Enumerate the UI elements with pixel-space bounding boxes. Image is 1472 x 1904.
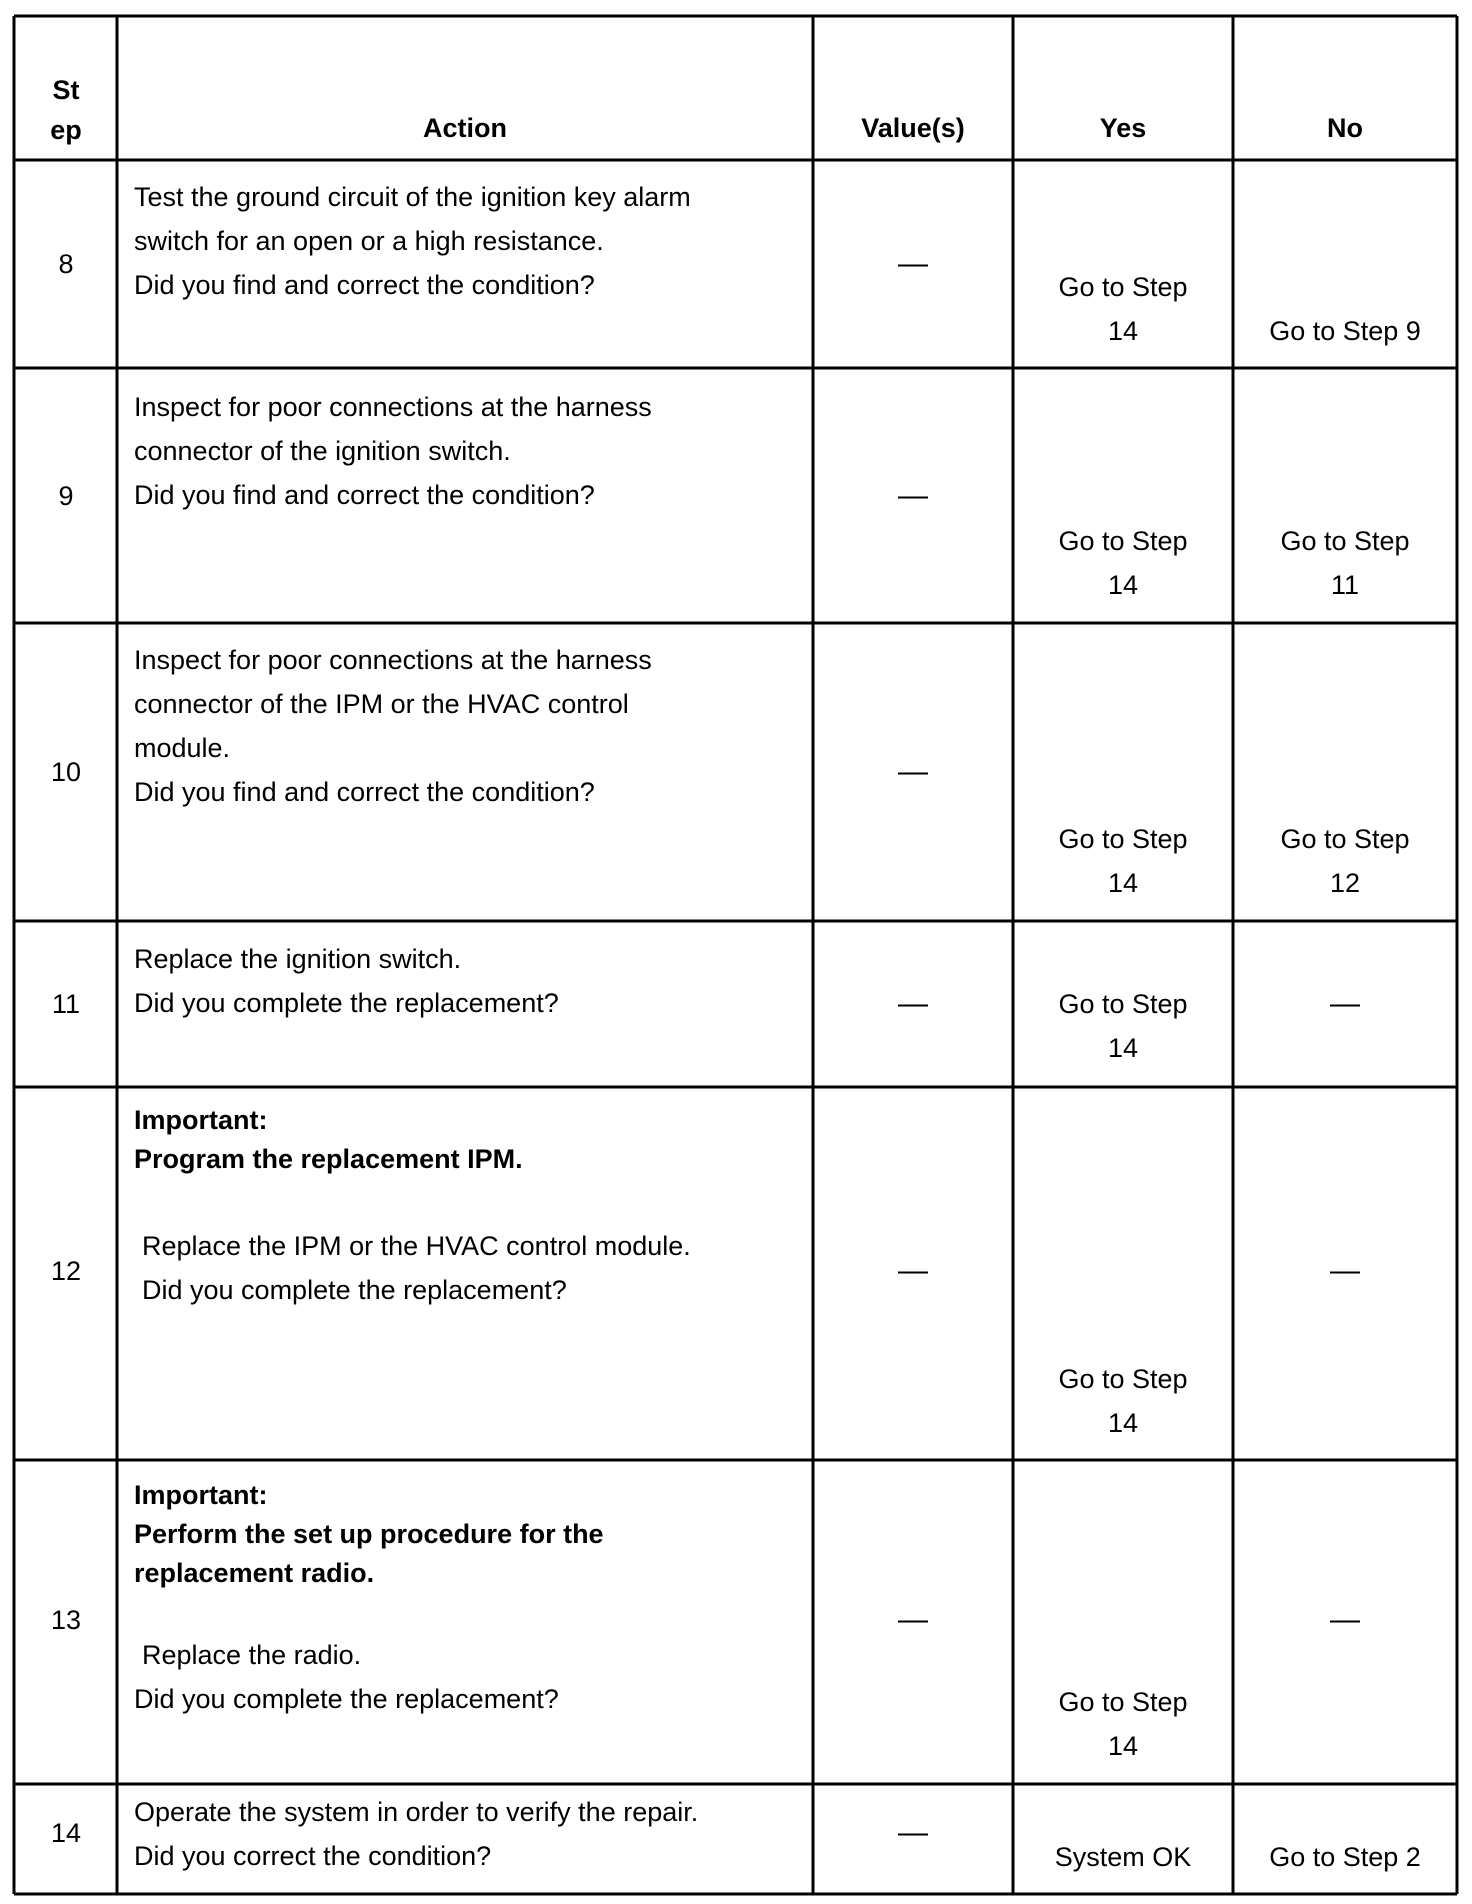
action-line: connector of the IPM or the HVAC control — [134, 689, 629, 719]
header-step-line1: St — [52, 75, 80, 105]
action-text — [134, 385, 652, 517]
no-line: Go to Step — [1280, 824, 1410, 854]
yes-line: 14 — [1107, 570, 1139, 600]
yes-line: 14 — [1107, 1731, 1139, 1761]
yes-cell — [1014, 1680, 1232, 1768]
action-text — [134, 1790, 698, 1878]
step-number: 11 — [51, 989, 81, 1019]
important-heading: Important: — [134, 1480, 268, 1510]
value-cell: — — [898, 987, 928, 1020]
no-line: Go to Step — [1280, 526, 1410, 556]
yes-cell — [1014, 1357, 1232, 1445]
important-heading: Important: — [134, 1105, 268, 1135]
action-text — [134, 175, 691, 307]
action-line: Did you correct the condition? — [134, 1841, 492, 1871]
important-line: Program the replacement IPM. — [134, 1144, 523, 1174]
no-line: 11 — [1330, 570, 1360, 600]
yes-line: 14 — [1107, 316, 1139, 346]
important-line: replacement radio. — [134, 1558, 375, 1588]
action-line: Replace the IPM or the HVAC control module. — [142, 1231, 691, 1261]
action-line: Inspect for poor connections at the harness — [134, 392, 652, 422]
action-line: Test the ground circuit of the ignition key alarm — [134, 182, 691, 212]
no-line: — — [1330, 987, 1360, 1020]
action-line: Did you complete the replacement? — [134, 988, 559, 1018]
action-line: Replace the radio. — [142, 1640, 362, 1670]
action-text — [134, 937, 559, 1025]
no-cell — [1234, 309, 1456, 353]
yes-cell — [1014, 519, 1232, 607]
action-line: Replace the ignition switch. — [134, 944, 462, 974]
header-values: Value(s) — [861, 113, 965, 143]
value-cell: — — [898, 1254, 928, 1287]
action-text — [134, 1633, 559, 1721]
no-cell — [1234, 817, 1456, 905]
no-line: — — [1330, 1603, 1360, 1636]
yes-cell — [1014, 1835, 1232, 1879]
no-cell — [1234, 1598, 1456, 1642]
action-text — [142, 1224, 691, 1312]
no-line: Go to Step 2 — [1269, 1842, 1421, 1872]
value-cell: — — [898, 1816, 928, 1849]
step-number: 9 — [58, 481, 74, 511]
action-text — [134, 638, 652, 814]
no-line: Go to Step 9 — [1269, 316, 1421, 346]
yes-line: Go to Step — [1058, 1364, 1188, 1394]
header-no: No — [1327, 113, 1363, 143]
action-line: Did you find and correct the condition? — [134, 270, 595, 300]
action-line: Operate the system in order to verify the repair. — [134, 1797, 699, 1827]
yes-line: 14 — [1107, 1033, 1139, 1063]
action-line: connector of the ignition switch. — [134, 436, 511, 466]
no-cell — [1234, 982, 1456, 1026]
yes-cell — [1014, 265, 1232, 353]
yes-line: 14 — [1107, 868, 1139, 898]
step-number: 8 — [58, 249, 74, 279]
no-line: 12 — [1329, 868, 1361, 898]
value-cell: — — [898, 247, 928, 280]
header-step — [16, 70, 116, 150]
no-cell — [1234, 519, 1456, 607]
yes-line: Go to Step — [1058, 272, 1188, 302]
action-line: switch for an open or a high resistance. — [134, 226, 604, 256]
yes-line: Go to Step — [1058, 824, 1188, 854]
header-action: Action — [423, 113, 507, 143]
step-number: 14 — [50, 1818, 82, 1848]
important-line: Perform the set up procedure for the — [134, 1519, 604, 1549]
step-number: 13 — [50, 1605, 82, 1635]
yes-line: Go to Step — [1058, 989, 1188, 1019]
yes-cell — [1014, 817, 1232, 905]
yes-line: System OK — [1054, 1842, 1192, 1872]
yes-cell — [1014, 982, 1232, 1070]
important-note — [134, 1476, 604, 1593]
step-number: 12 — [50, 1256, 82, 1286]
important-note — [134, 1101, 523, 1179]
yes-line: 14 — [1107, 1408, 1139, 1438]
action-line: module. — [134, 733, 231, 763]
action-line: Did you complete the replacement? — [142, 1275, 567, 1305]
yes-line: Go to Step — [1058, 1687, 1188, 1717]
yes-line: Go to Step — [1058, 526, 1188, 556]
header-yes: Yes — [1099, 113, 1147, 143]
action-line: Inspect for poor connections at the harness — [134, 645, 652, 675]
value-cell: — — [898, 755, 928, 788]
no-cell — [1234, 1835, 1456, 1879]
action-line: Did you complete the replacement? — [134, 1684, 559, 1714]
step-number: 10 — [50, 757, 82, 787]
action-line: Did you find and correct the condition? — [134, 480, 595, 510]
value-cell: — — [898, 479, 928, 512]
header-step-line2: ep — [50, 115, 82, 145]
action-line: Did you find and correct the condition? — [134, 777, 595, 807]
no-line: — — [1330, 1254, 1360, 1287]
no-cell — [1234, 1249, 1456, 1293]
value-cell: — — [898, 1603, 928, 1636]
